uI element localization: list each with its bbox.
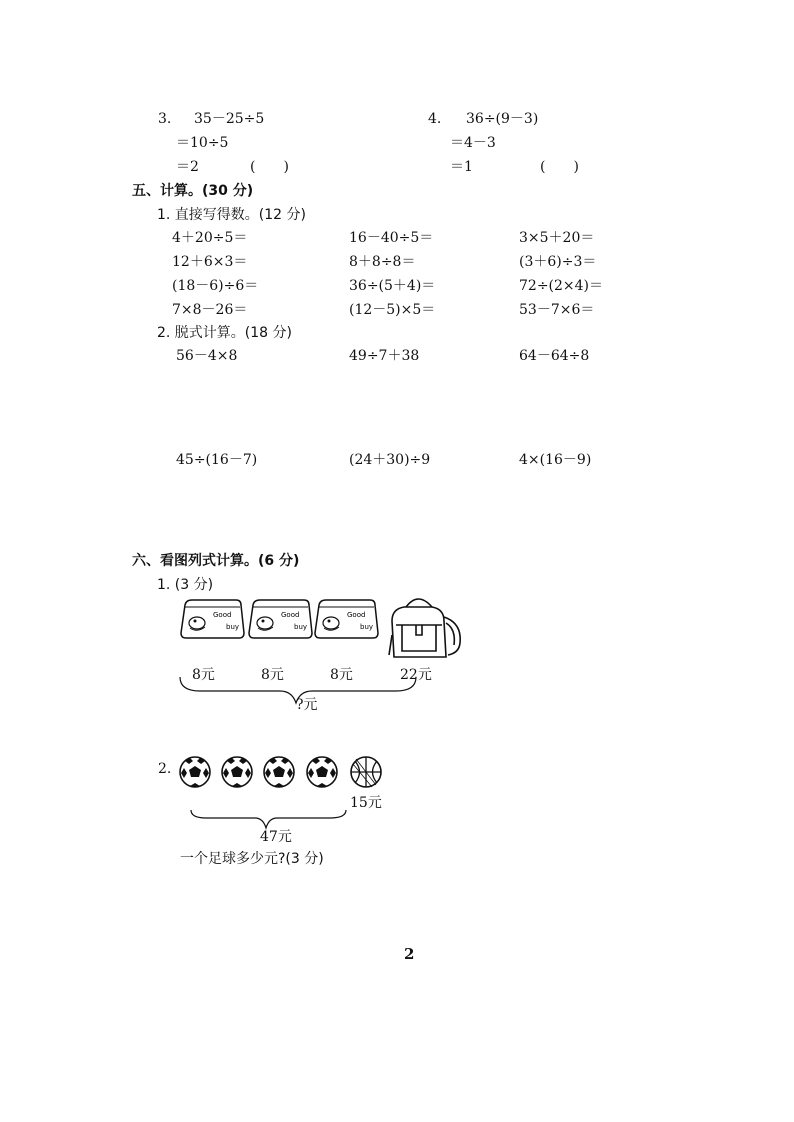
oral-r1-c1: 4＋20÷5＝ <box>172 230 248 246</box>
pencil-case-1-icon <box>181 600 244 638</box>
pencil-case-3-text-bottom: buy <box>360 623 374 631</box>
section6-title: 六、看图列式计算。(6 分) <box>132 553 300 569</box>
p2-basketball-price: 15元 <box>350 795 382 811</box>
review-q4-answer-blank[interactable]: ( ) <box>540 159 579 175</box>
backpack-icon <box>389 599 460 657</box>
review-q4-line3: ＝1 <box>450 159 473 175</box>
p1-total: ?元 <box>296 697 318 713</box>
basketball-icon <box>351 757 381 787</box>
p1-price-1: 8元 <box>192 667 215 683</box>
review-q4-line1: 36÷(9－3) <box>466 111 539 127</box>
stepwise-r2-c2: (24＋30)÷9 <box>349 452 431 468</box>
oral-r2-c1: 12＋6×3＝ <box>172 254 248 270</box>
pencil-case-1-text-bottom: buy <box>226 623 240 631</box>
pencil-case-3-text-top: Good <box>347 611 366 619</box>
review-q3-line3: ＝2 <box>176 159 199 175</box>
pencil-case-3-icon <box>315 600 378 638</box>
stepwise-r1-c2: 49÷7＋38 <box>349 348 420 364</box>
soccer-ball-1-icon <box>180 757 210 787</box>
soccer-ball-2-icon <box>222 757 252 787</box>
review-q4-line2: ＝4－3 <box>450 135 496 151</box>
oral-r1-c3: 3×5＋20＝ <box>519 230 595 246</box>
stepwise-r1-c1: 56－4×8 <box>176 348 238 364</box>
pencil-case-2-text-bottom: buy <box>294 623 308 631</box>
stepwise-r1-c3: 64－64÷8 <box>519 348 590 364</box>
review-q3-answer-blank[interactable]: ( ) <box>250 159 289 175</box>
oral-r4-c1: 7×8－26＝ <box>172 302 248 318</box>
oral-r2-c3: (3＋6)÷3＝ <box>519 254 597 270</box>
p1-figure <box>170 595 480 720</box>
pencil-case-2-text-top: Good <box>281 611 300 619</box>
p2-question: 一个足球多少元?(3 分) <box>180 851 324 867</box>
section5-part1-title: 1. 直接写得数。(12 分) <box>157 207 306 223</box>
soccer-ball-3-icon <box>264 757 294 787</box>
review-q3-line1: 35－25÷5 <box>194 111 265 127</box>
section5-part2-title: 2. 脱式计算。(18 分) <box>157 325 292 341</box>
review-q4-number: 4. <box>428 111 442 127</box>
oral-r4-c2: (12－5)×5＝ <box>349 302 436 318</box>
oral-r1-c2: 16－40÷5＝ <box>349 230 434 246</box>
p1-price-2: 8元 <box>261 667 284 683</box>
p1-price-4: 22元 <box>400 667 432 683</box>
review-q3-line2: ＝10÷5 <box>176 135 229 151</box>
pencil-case-1-text-top: Good <box>213 611 232 619</box>
section5-title: 五、计算。(30 分) <box>132 183 254 199</box>
oral-r2-c2: 8＋8÷8＝ <box>349 254 416 270</box>
stepwise-r2-c1: 45÷(16－7) <box>176 452 258 468</box>
soccer-ball-4-icon <box>307 757 337 787</box>
p2-total: 47元 <box>260 829 292 845</box>
p1-price-3: 8元 <box>330 667 353 683</box>
stepwise-r2-c3: 4×(16－9) <box>519 452 592 468</box>
review-q3-number: 3. <box>158 111 172 127</box>
oral-r3-c2: 36÷(5＋4)＝ <box>349 278 436 294</box>
oral-r4-c3: 53－7×6＝ <box>519 302 595 318</box>
section6-p1-label: 1. (3 分) <box>157 577 214 593</box>
page-number: 2 <box>404 945 415 963</box>
oral-r3-c3: 72÷(2×4)＝ <box>519 278 604 294</box>
pencil-case-2-icon <box>249 600 312 638</box>
section6-p2-label: 2. <box>158 761 172 777</box>
oral-r3-c1: (18－6)÷6＝ <box>172 278 259 294</box>
